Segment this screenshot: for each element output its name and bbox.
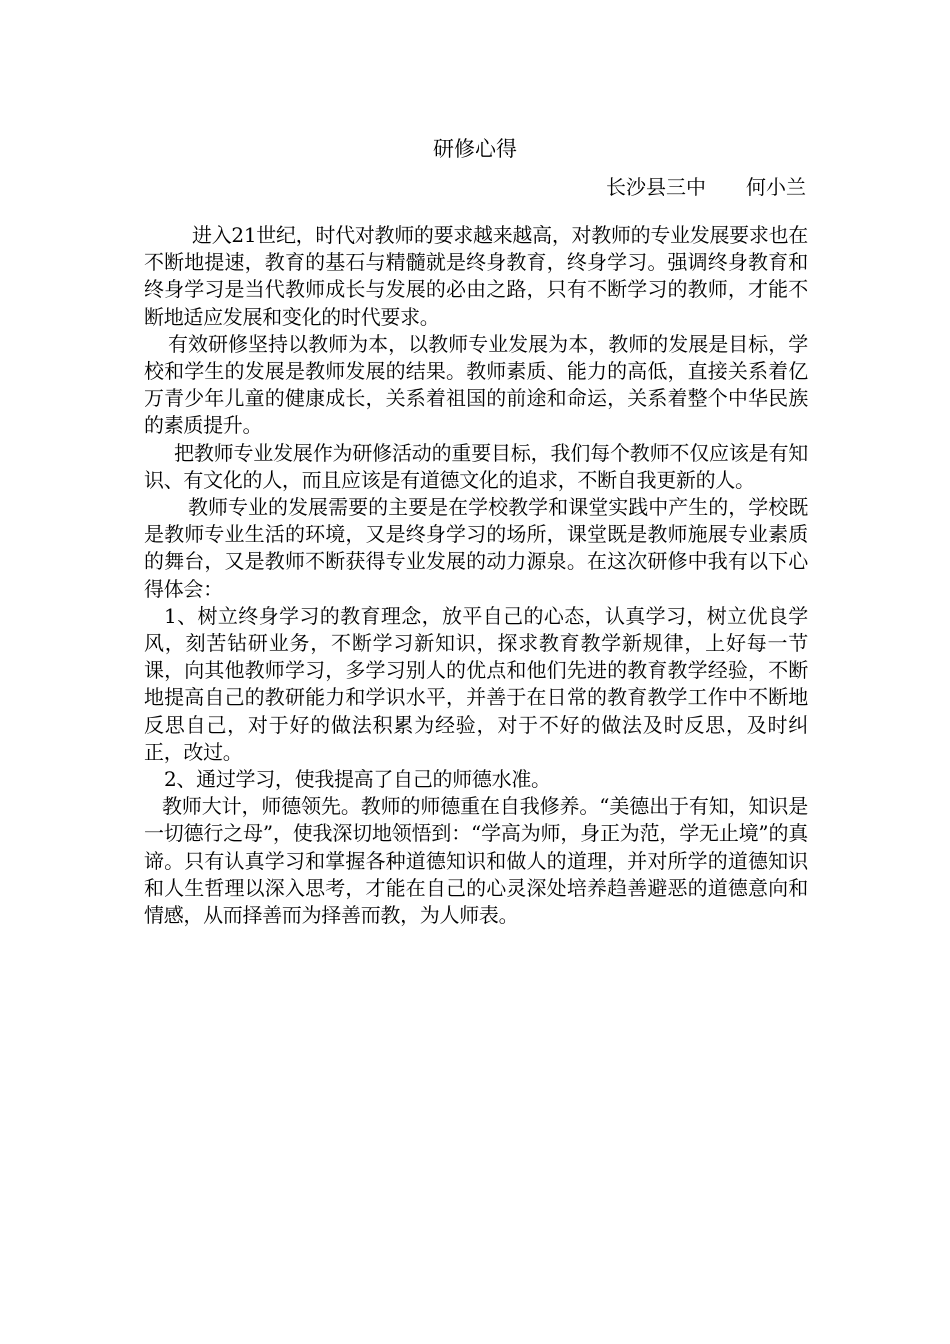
document-body (144, 222, 808, 929)
paragraph-2: 有效研修坚持以教师为本，以教师专业发展为本，教师的发展是目标，学校和学生的发展是教师发展的结果。教师素质、能力的高低，直接关系着亿万青少年儿童的健康成长，关系着祖国的前途和命运，关系着整个中华民族的素质提升。 (144, 331, 808, 438)
paragraph-6: 2、通过学习，使我提高了自己的师德水准。 (164, 767, 551, 792)
paragraph-7: 教师大计，师德领先。教师的师德重在自我修养。“美德出于有知，知识是一切德行之母”，使我深切地领悟到：“学高为师，身正为范，学无止境”的真谛。只有认真学习和掌握各种道德知识和做人的道理，并对所学的道德知识和人生哲理以深入思考，才能在自己的心灵深处培养趋善避恶的道德意向和情感，从而择善而为择善而教，为人师表。 (144, 794, 808, 928)
paragraph-5: 1、树立终身学习的教育理念，放平自己的心态，认真学习，树立优良学风，刻苦钻研业务，不断学习新知识，探求教育教学新规律，上好每一节课，向其他教师学习，多学习别人的优点和他们先进的教育教学经验，不断地提高自己的教研能力和学识水平，并善于在日常的教育教学工作中不断地反思自己，对于好的做法积累为经验，对于不好的做法及时反思，及时纠正，改过。 (144, 603, 808, 764)
paragraph-4: 教师专业的发展需要的主要是在学校教学和课堂实践中产生的，学校既是教师专业生活的环境，又是终身学习的场所，课堂既是教师施展专业素质的舞台，又是教师不断获得专业发展的动力源泉。在这次研修中我有以下心得体会： (144, 495, 808, 601)
paragraph-3: 把教师专业发展作为研修活动的重要目标，我们每个教师不仅应该是有知识、有文化的人，而且应该是有道德文化的追求，不断自我更新的人。 (144, 440, 808, 492)
author-byline: 长沙县三中 何小兰 (606, 175, 806, 199)
document-title: 研修心得 (433, 137, 517, 161)
paragraph-1: 进入21世纪，时代对教师的要求越来越高，对教师的专业发展要求也在不断地提速，教育的基石与精髓就是终身教育，终身学习。强调终身教育和终身学习是当代教师成长与发展的必由之路，只有不断学习的教师，才能不断地适应发展和变化的时代要求。 (144, 223, 808, 329)
